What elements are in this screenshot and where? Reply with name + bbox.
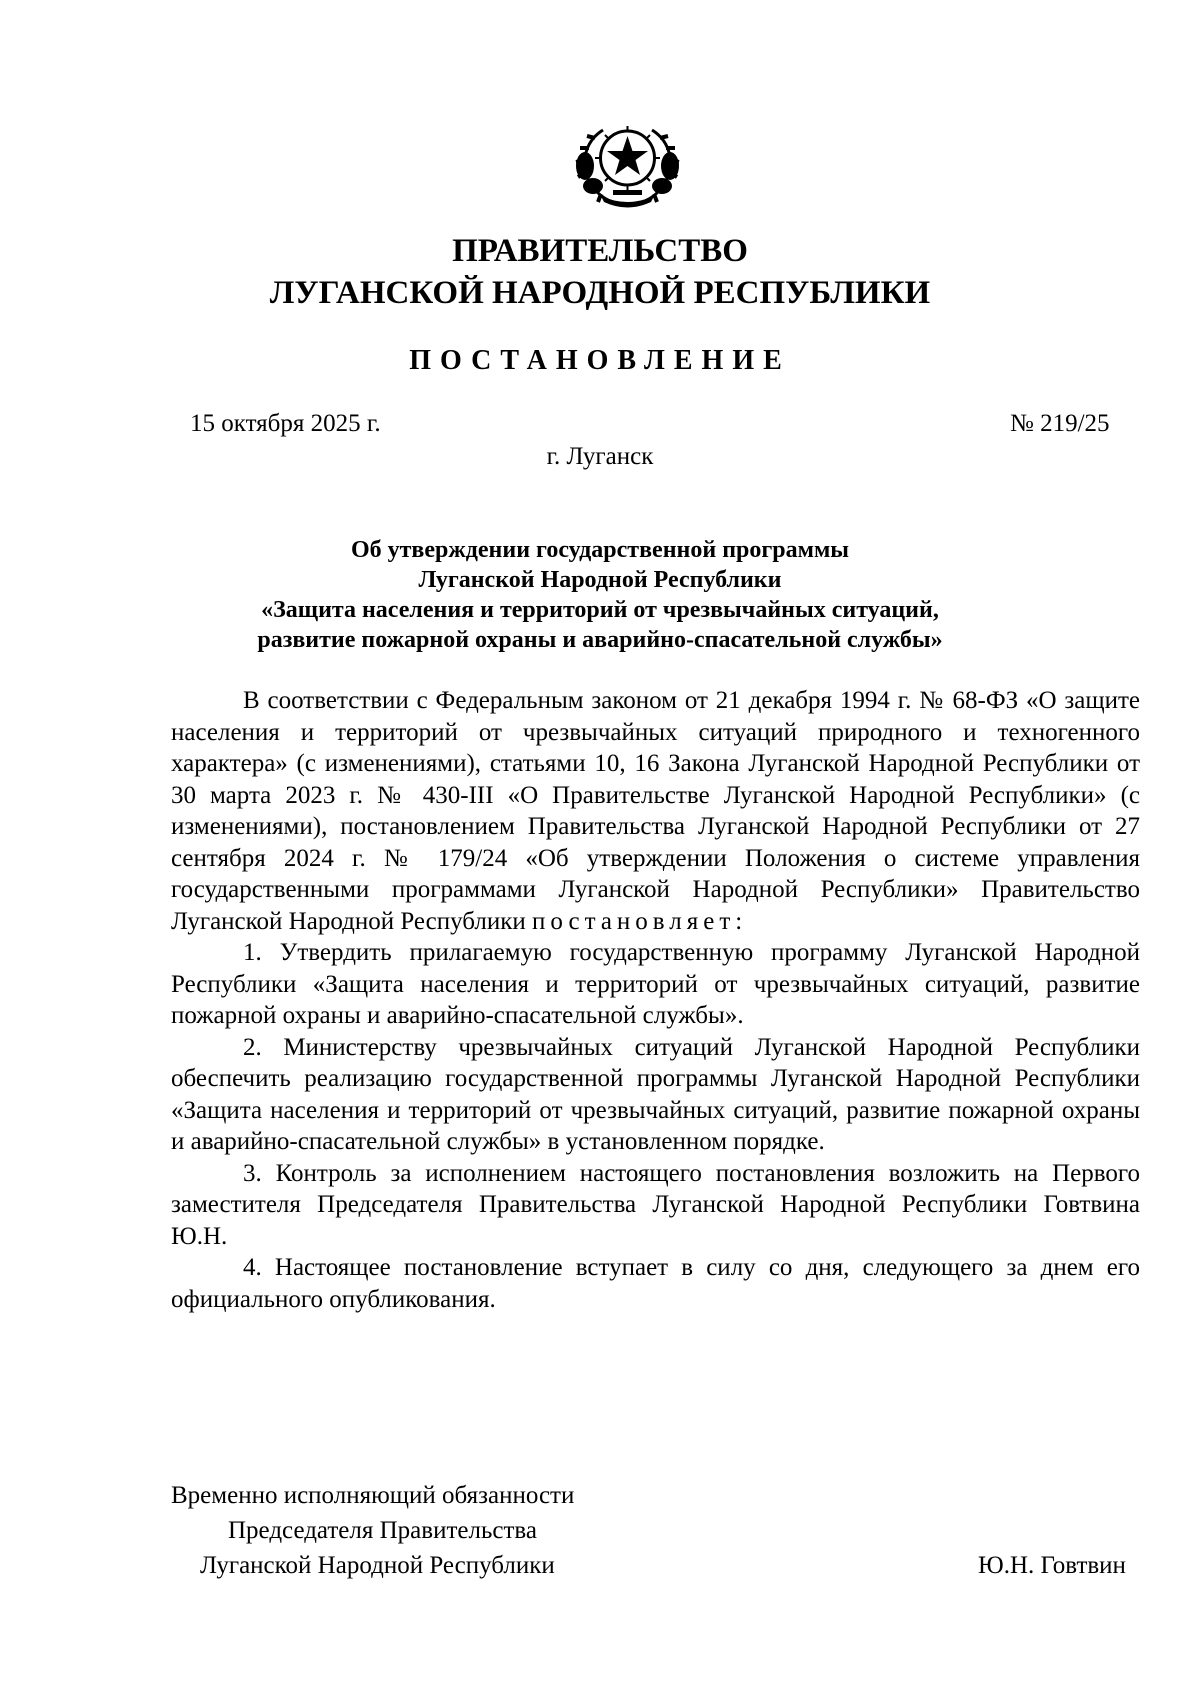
document-number: № 219/25	[1010, 410, 1110, 437]
signer-position-line: Председателя Правительства	[228, 1517, 537, 1544]
signer-position-line: Временно исполняющий обязанности	[171, 1482, 575, 1509]
document-type: ПОСТАНОВЛЕНИЕ	[409, 345, 791, 376]
document-body	[171, 685, 1140, 1315]
signer-name: Ю.Н. Говтвин	[978, 1552, 1126, 1579]
decree-item-3: 3. Контроль за исполнением настоящего постановления возложить на Первого заместителя Председателя Правительства Луганской Народной Республики Говтвина Ю.Н.	[171, 1159, 1140, 1250]
document-date: 15 октября 2025 г.	[190, 410, 381, 437]
preamble-paragraph	[171, 685, 1140, 937]
decree-item-1: 1. Утвердить прилагаемую государственную программу Луганской Народной Республики «Защита населения и территорий от чрезвычайных ситуаций, развитие пожарной охраны и аварийно-спасательной службы».	[171, 939, 1140, 1029]
decree-item-2: 2. Министерству чрезвычайных ситуаций Луганской Народной Республики обеспечить реализацию государственной программы Луганской Народной Республики «Защита населения и территорий от чрезвычайных ситуаций, развитие пожарной охраны и аварийно-спасательной службы» в установленном порядке.	[171, 1033, 1140, 1155]
subject-line: развитие пожарной охраны и аварийно-спасательной службы»	[257, 627, 943, 653]
preamble-text: В соответствии с Федеральным законом от 21 декабря 1994 г. № 68-ФЗ «О защите населения и территорий от чрезвычайных ситуаций природного и техногенного характера» (с изменениями), статьями 10, 16 Закона Луганской Народной Республики от 30 марта 2023 г. № 430-III «О Правительстве Луганской Народной Республики» (с изменениями), постановлением Правительства Луганской Народной Республики от 27 сентября 2024 г. № 179/24 «Об утверждении Положения о системе управления государственными программами Луганской Народной Республики» Правительство Луганской Народной Республики	[171, 687, 1140, 935]
decree-word: постановляет:	[532, 907, 748, 935]
document-city: г. Луганск	[546, 443, 654, 470]
signer-position-line: Луганской Народной Республики	[200, 1552, 555, 1579]
republic-title: ЛУГАНСКОЙ НАРОДНОЙ РЕСПУБЛИКИ	[269, 275, 931, 311]
subject-line: Об утверждении государственной программы	[350, 537, 850, 563]
document-subject	[0, 535, 1200, 655]
subject-line: «Защита населения и территорий от чрезвычайных ситуаций,	[261, 597, 939, 623]
coat-of-arms-emblem	[565, 118, 690, 208]
decree-item-4: 4. Настоящее постановление вступает в силу со дня, следующего за днем его официального опубликования.	[171, 1254, 1140, 1313]
government-title: ПРАВИТЕЛЬСТВО	[452, 233, 748, 269]
subject-line: Луганской Народной Республики	[418, 567, 782, 593]
